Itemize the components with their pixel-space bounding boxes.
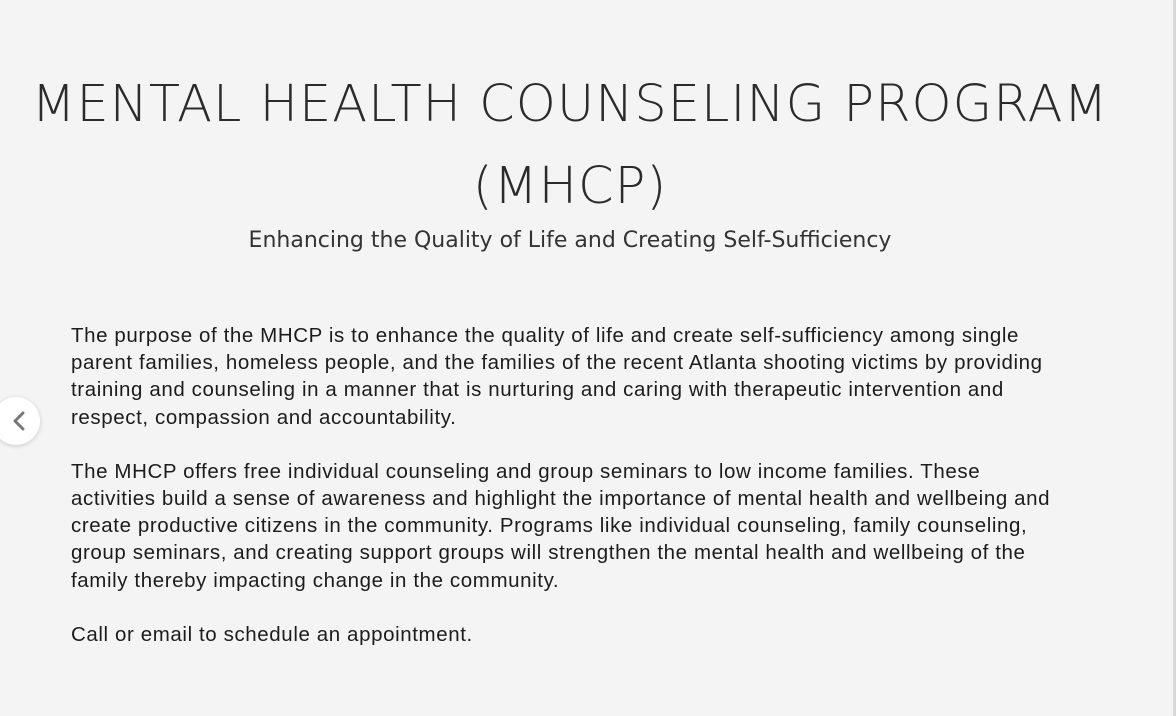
paragraph-call-to-action: Call or email to schedule an appointment. [71,622,473,646]
chevron-left-icon [12,411,26,431]
body-text [71,322,1071,675]
paragraph-offers: The MHCP offers free individual counseling and group seminars to low income families. These activities build a sense of awareness and highlight the importance of mental health and wellbeing and create productive citizens in the community. Programs like individual counseling, family counseling, group seminars, and creating support groups will strengthen the mental health and wellbeing of the family thereby impacting change in the community. [71,459,1051,592]
previous-button[interactable] [0,397,40,445]
page-title: MENTAL HEALTH COUNSELING PROGRAM (MHCP) [31,75,1109,216]
paragraph-purpose: The purpose of the MHCP is to enhance the quality of life and create self-sufficiency among single parent families, homeless people, and the families of the recent Atlanta shooting victims by providing training and counseling in a manner that is nurturing and caring with therapeutic intervention and respect, compassion and accountability. [71,324,1043,429]
page-subtitle: Enhancing the Quality of Life and Creating Self-Sufficiency [248,228,892,253]
